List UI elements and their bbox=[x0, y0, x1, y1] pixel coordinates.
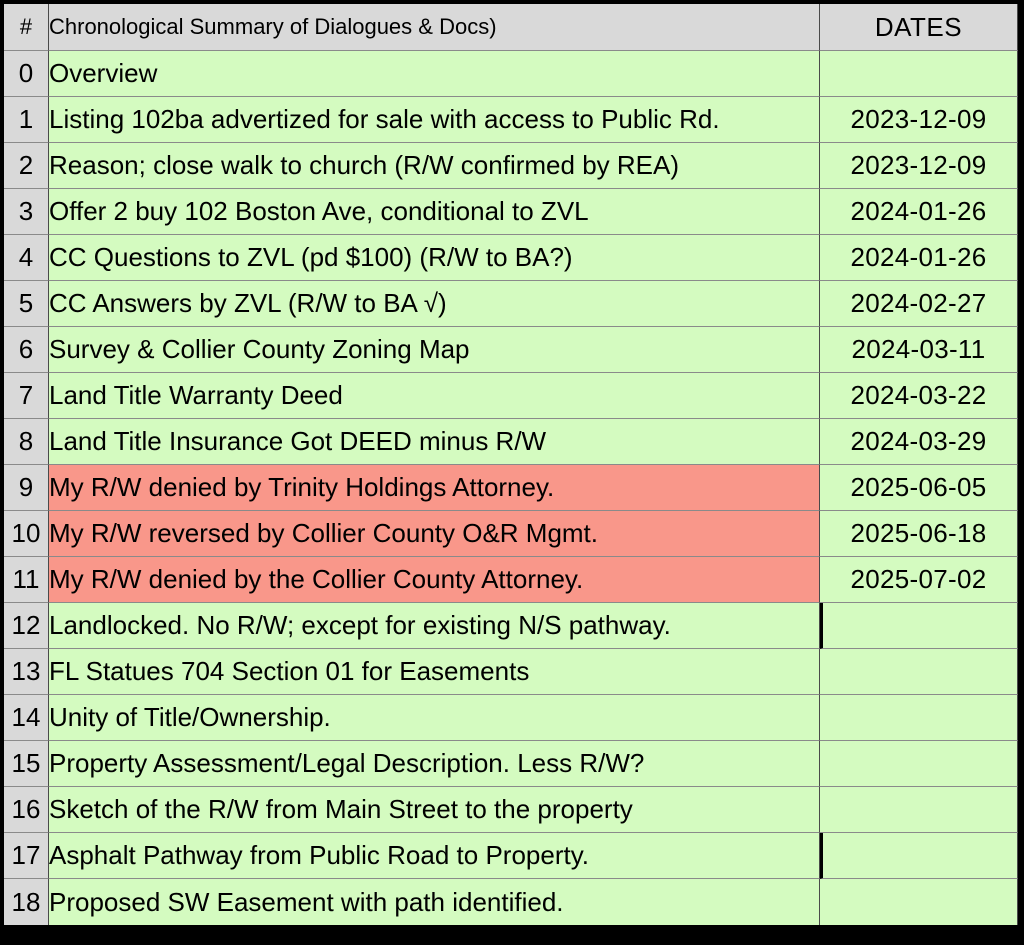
row-date: 2024-03-22 bbox=[820, 373, 1018, 419]
table-row bbox=[4, 741, 1018, 787]
row-description: Reason; close walk to church (R/W confirmed by REA) bbox=[49, 143, 820, 189]
row-number: 16 bbox=[4, 787, 49, 833]
header-number: # bbox=[4, 4, 49, 51]
row-number: 3 bbox=[4, 189, 49, 235]
row-description: My R/W denied by Trinity Holdings Attorney. bbox=[49, 465, 820, 511]
row-date bbox=[820, 879, 1018, 925]
row-number: 2 bbox=[4, 143, 49, 189]
table-row bbox=[4, 97, 1018, 143]
row-date: 2024-02-27 bbox=[820, 281, 1018, 327]
row-date: 2024-01-26 bbox=[820, 189, 1018, 235]
row-number: 5 bbox=[4, 281, 49, 327]
table-row bbox=[4, 373, 1018, 419]
row-description: Offer 2 buy 102 Boston Ave, conditional to ZVL bbox=[49, 189, 820, 235]
row-number: 15 bbox=[4, 741, 49, 787]
row-number: 11 bbox=[4, 557, 49, 603]
table-row bbox=[4, 51, 1018, 97]
row-number: 10 bbox=[4, 511, 49, 557]
row-date: 2025-07-02 bbox=[820, 557, 1018, 603]
row-date bbox=[820, 603, 1018, 649]
row-date bbox=[820, 787, 1018, 833]
row-description: Overview bbox=[49, 51, 820, 97]
row-number: 1 bbox=[4, 97, 49, 143]
table-row bbox=[4, 557, 1018, 603]
row-number: 6 bbox=[4, 327, 49, 373]
table-row bbox=[4, 833, 1018, 879]
table-row bbox=[4, 235, 1018, 281]
row-number: 9 bbox=[4, 465, 49, 511]
chronological-summary-table bbox=[4, 4, 1018, 925]
row-date: 2024-03-11 bbox=[820, 327, 1018, 373]
table-row bbox=[4, 695, 1018, 741]
row-number: 12 bbox=[4, 603, 49, 649]
table-row bbox=[4, 511, 1018, 557]
row-date: 2025-06-18 bbox=[820, 511, 1018, 557]
table-row bbox=[4, 327, 1018, 373]
table-row bbox=[4, 189, 1018, 235]
row-description: Sketch of the R/W from Main Street to the property bbox=[49, 787, 820, 833]
row-date: 2024-03-29 bbox=[820, 419, 1018, 465]
row-description: CC Answers by ZVL (R/W to BA √) bbox=[49, 281, 820, 327]
table-row bbox=[4, 465, 1018, 511]
summary-table-frame bbox=[4, 4, 1018, 939]
header-description: Chronological Summary of Dialogues & Docs) bbox=[49, 4, 820, 51]
row-description: Proposed SW Easement with path identified. bbox=[49, 879, 820, 925]
header-row bbox=[4, 4, 1018, 51]
row-description: Unity of Title/Ownership. bbox=[49, 695, 820, 741]
row-date: 2025-06-05 bbox=[820, 465, 1018, 511]
row-description: CC Questions to ZVL (pd $100) (R/W to BA?) bbox=[49, 235, 820, 281]
table-row bbox=[4, 143, 1018, 189]
row-description: FL Statues 704 Section 01 for Easements bbox=[49, 649, 820, 695]
table-row bbox=[4, 603, 1018, 649]
row-number: 8 bbox=[4, 419, 49, 465]
row-number: 14 bbox=[4, 695, 49, 741]
row-date: 2023-12-09 bbox=[820, 143, 1018, 189]
row-number: 13 bbox=[4, 649, 49, 695]
row-number: 18 bbox=[4, 879, 49, 925]
row-description: Land Title Insurance Got DEED minus R/W bbox=[49, 419, 820, 465]
table-row bbox=[4, 787, 1018, 833]
table-row bbox=[4, 649, 1018, 695]
row-date: 2023-12-09 bbox=[820, 97, 1018, 143]
row-date: 2024-01-26 bbox=[820, 235, 1018, 281]
row-description: Property Assessment/Legal Description. Less R/W? bbox=[49, 741, 820, 787]
row-description: Asphalt Pathway from Public Road to Property. bbox=[49, 833, 820, 879]
row-description: Landlocked. No R/W; except for existing N/S pathway. bbox=[49, 603, 820, 649]
row-description: My R/W reversed by Collier County O&R Mgmt. bbox=[49, 511, 820, 557]
table-row bbox=[4, 879, 1018, 925]
row-description: Land Title Warranty Deed bbox=[49, 373, 820, 419]
row-description: Survey & Collier County Zoning Map bbox=[49, 327, 820, 373]
row-number: 7 bbox=[4, 373, 49, 419]
row-description: Listing 102ba advertized for sale with access to Public Rd. bbox=[49, 97, 820, 143]
row-date bbox=[820, 741, 1018, 787]
row-number: 4 bbox=[4, 235, 49, 281]
row-description: My R/W denied by the Collier County Attorney. bbox=[49, 557, 820, 603]
row-date bbox=[820, 833, 1018, 879]
header-dates: DATES bbox=[820, 4, 1018, 51]
table-row bbox=[4, 281, 1018, 327]
row-number: 0 bbox=[4, 51, 49, 97]
table-row bbox=[4, 419, 1018, 465]
row-date bbox=[820, 649, 1018, 695]
row-date bbox=[820, 51, 1018, 97]
row-date bbox=[820, 695, 1018, 741]
row-number: 17 bbox=[4, 833, 49, 879]
